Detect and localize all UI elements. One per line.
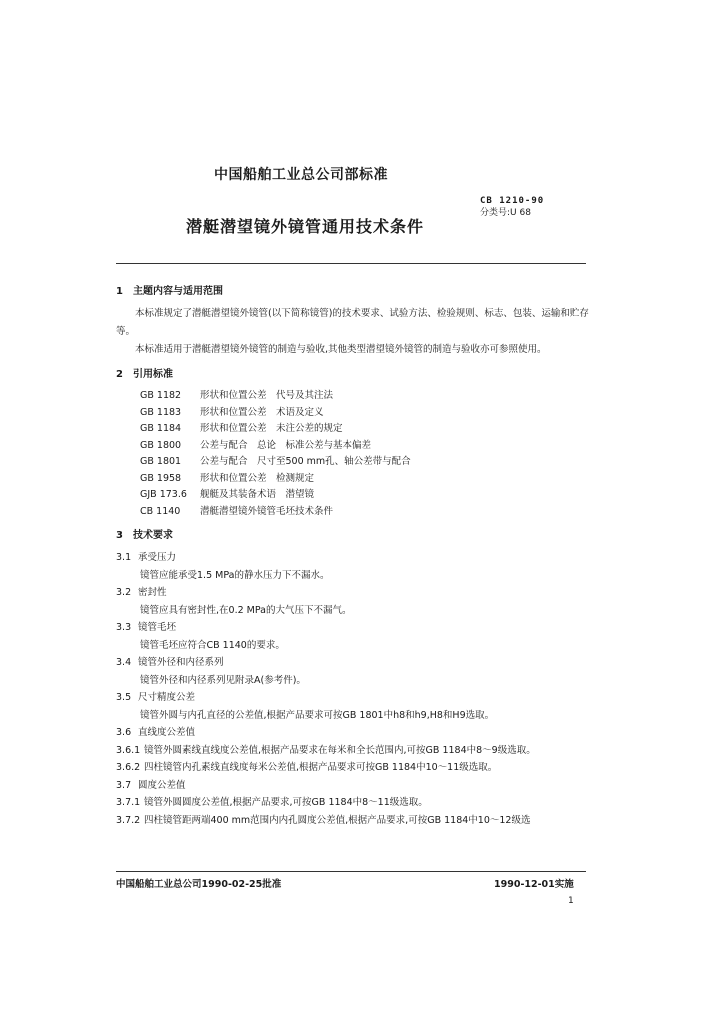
clause-title: 镜管毛坯 <box>138 622 177 633</box>
clause-3-1 <box>116 549 590 567</box>
clause-text: 四柱镜管内孔素线直线度每米公差值,根据产品要求可按GB 1184中10～11级选取。 <box>144 762 498 773</box>
ref-code: GB 1958 <box>140 472 182 484</box>
clause-number: 3.7.1 <box>116 797 141 808</box>
list-item <box>116 504 590 521</box>
list-item <box>116 438 590 455</box>
clause-3-7-1 <box>116 794 590 812</box>
clause-3-7 <box>116 777 590 795</box>
section-2-heading: 2 引用标准 <box>116 369 173 380</box>
header-divider <box>116 263 586 264</box>
ref-code: GB 1800 <box>140 439 182 451</box>
clause-text: 四柱镜管距两端400 mm范围内内孔圆度公差值,根据产品要求,可按GB 1184中10～12级选 <box>144 814 531 826</box>
ref-title: 公差与配合 尺寸至500 mm孔、轴公差带与配合 <box>200 456 411 467</box>
ref-title: 公差与配合 总论 标准公差与基本偏差 <box>200 439 372 451</box>
ref-code: GB 1183 <box>140 406 182 418</box>
ref-title: 形状和位置公差 检测规定 <box>200 472 315 484</box>
clause-3-6 <box>116 724 590 742</box>
implementation-date: 1990-12-01实施 <box>494 879 574 890</box>
section-1-paragraph-1: 本标准规定了潜艇潜望镜外镜管(以下简称镜管)的技术要求、试验方法、检验规则、标志、包装、运输和贮存等。 <box>116 308 589 337</box>
standard-codes <box>480 195 544 219</box>
clause-number: 3.2 <box>116 587 132 598</box>
list-item <box>116 388 590 405</box>
clause-number: 3.6.2 <box>116 762 141 773</box>
classification-number: 分类号:U 68 <box>480 208 531 218</box>
ref-title: 形状和位置公差 未注公差的规定 <box>200 423 343 434</box>
clause-3-5-body: 镜管外圆与内孔直径的公差值,根据产品要求可按GB 1801中h8和h9,H8和H9选取。 <box>140 709 495 721</box>
ref-code: GJB 173.6 <box>140 489 187 500</box>
section-1-paragraph-2: 本标准适用于潜艇潜望镜外镜管的制造与验收,其他类型潜望镜外镜管的制造与验收亦可参照使用。 <box>135 344 547 355</box>
clause-3-4 <box>116 654 590 672</box>
section-1-heading: 1 主题内容与适用范围 <box>116 286 223 297</box>
page-number: 1 <box>568 896 574 906</box>
clause-number: 3.1 <box>116 552 132 563</box>
ref-code: GB 1184 <box>140 423 182 434</box>
clause-3-5 <box>116 689 590 707</box>
list-item <box>116 421 590 438</box>
ref-title: 形状和位置公差 术语及定义 <box>200 406 324 418</box>
clause-number: 3.4 <box>116 657 132 668</box>
standard-number: CB 1210-90 <box>480 196 545 206</box>
clause-text: 镜管外圆素线直线度公差值,根据产品要求在每米和全长范围内,可按GB 1184中8～9级选取。 <box>144 744 536 756</box>
ref-title: 潜艇潜望镜外镜管毛坯技术条件 <box>200 505 334 517</box>
clause-number: 3.7 <box>116 779 132 791</box>
approval-statement: 中国船舶工业总公司1990-02-25批准 <box>116 879 282 890</box>
ref-code: CB 1140 <box>140 505 181 517</box>
clause-number: 3.6 <box>116 727 132 738</box>
ref-code: GB 1801 <box>140 456 182 467</box>
footer-divider <box>116 871 586 872</box>
clause-title: 圆度公差值 <box>138 779 186 791</box>
list-item <box>116 471 590 488</box>
list-item <box>116 454 590 471</box>
document-title: 潜艇潜望镜外镜管通用技术条件 <box>186 217 425 236</box>
clause-title: 尺寸精度公差 <box>138 692 196 703</box>
ref-title: 舰艇及其装备术语 潜望镜 <box>200 489 315 500</box>
clause-title: 直线度公差值 <box>138 727 196 738</box>
clause-3-3-body: 镜管毛坯应符合CB 1140的要求。 <box>140 639 285 651</box>
clause-3-2 <box>116 584 590 602</box>
clause-3-6-1 <box>116 742 590 760</box>
clause-number: 3.5 <box>116 692 132 703</box>
ref-title: 形状和位置公差 代号及其注法 <box>200 390 334 401</box>
list-item <box>116 487 590 504</box>
list-item <box>116 405 590 422</box>
ref-code: GB 1182 <box>140 390 182 401</box>
clause-title: 密封性 <box>138 587 167 598</box>
issuing-organization: 中国船舶工业总公司部标准 <box>214 167 388 183</box>
clause-3-2-body: 镜管应具有密封性,在0.2 MPa的大气压下不漏气。 <box>140 604 352 616</box>
clause-3-7-2 <box>116 812 590 830</box>
clause-text: 镜管外圆圆度公差值,根据产品要求,可按GB 1184中8～11级选取。 <box>144 797 428 808</box>
clause-number: 3.7.2 <box>116 814 141 826</box>
clause-3-4-body: 镜管外径和内径系列见附录A(参考件)。 <box>140 674 306 686</box>
clause-number: 3.6.1 <box>116 744 141 756</box>
referenced-standards-list <box>116 388 590 520</box>
section-3-heading: 3 技术要求 <box>116 530 173 541</box>
clause-3-1-body: 镜管应能承受1.5 MPa的静水压力下不漏水。 <box>140 569 330 581</box>
clause-3-3 <box>116 619 590 637</box>
clause-title: 镜管外径和内径系列 <box>138 657 224 668</box>
clause-title: 承受压力 <box>138 552 177 563</box>
clause-3-6-2 <box>116 759 590 777</box>
document-body <box>116 282 590 829</box>
clause-number: 3.3 <box>116 622 132 633</box>
